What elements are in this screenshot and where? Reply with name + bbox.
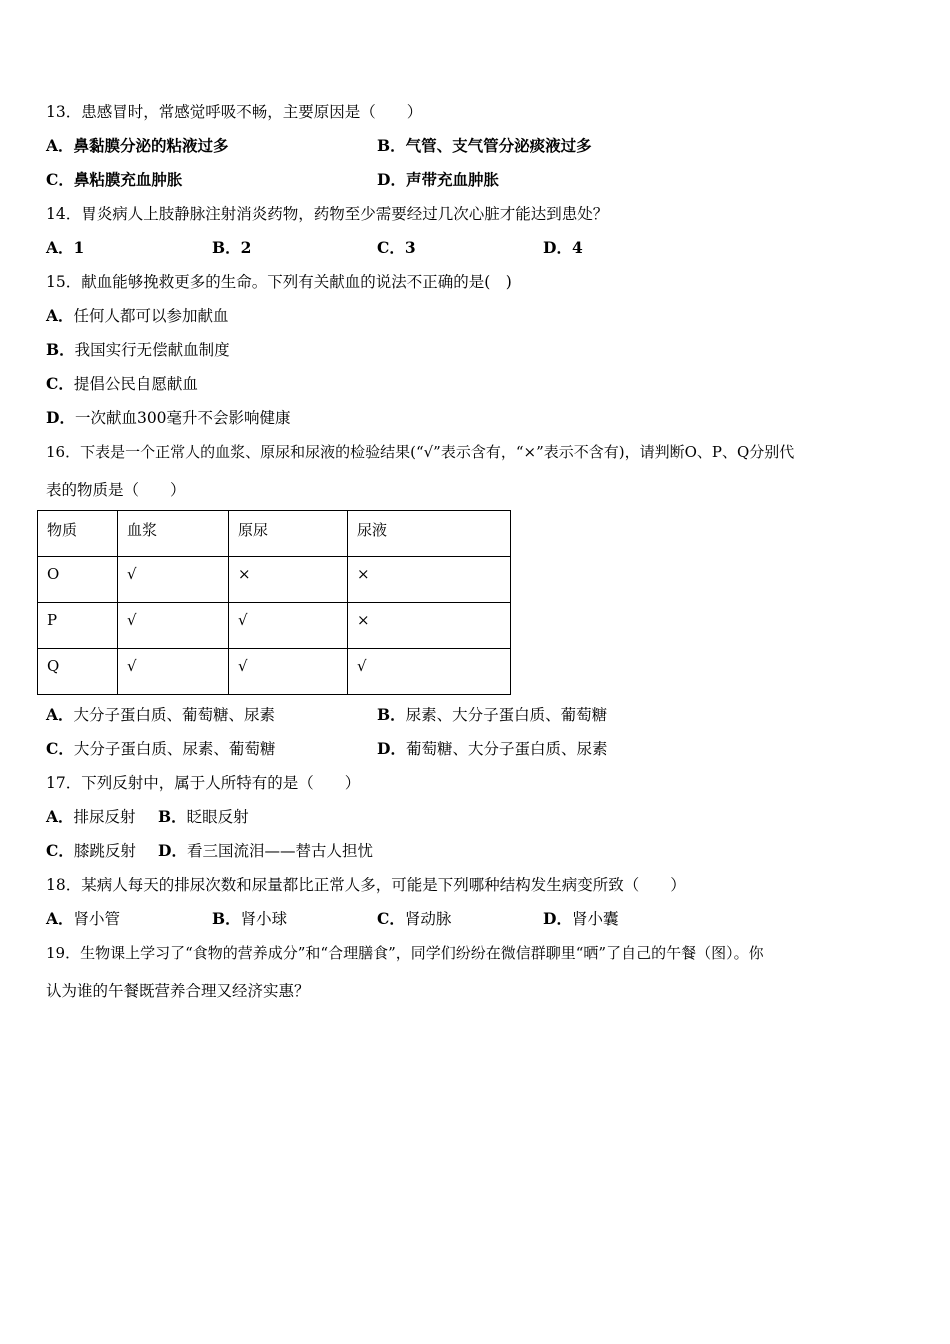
q17-stem: 17．下列反射中，属于人所特有的是（ ） — [46, 774, 361, 792]
table-cell: Q — [38, 649, 118, 695]
table-cell: √ — [229, 649, 348, 695]
q14-option-d[interactable]: D．4 — [543, 238, 583, 257]
table-cell: × — [348, 557, 511, 603]
q13-option-c[interactable]: C．鼻粘膜充血肿胀 — [46, 170, 183, 189]
table-row — [38, 649, 511, 695]
table-cell: × — [229, 557, 348, 603]
q16-option-a[interactable]: A．大分子蛋白质、葡萄糖、尿素 — [46, 705, 276, 724]
q14-option-b[interactable]: B．2 — [212, 238, 252, 257]
q16-option-b[interactable]: B．尿素、大分子蛋白质、葡萄糖 — [377, 705, 608, 724]
q17-option-b[interactable]: B．眨眼反射 — [158, 807, 249, 826]
q17-option-a[interactable]: A．排尿反射 — [46, 807, 136, 826]
table-header-row — [38, 511, 511, 557]
table-cell: √ — [348, 649, 511, 695]
q16-option-d[interactable]: D．葡萄糖、大分子蛋白质、尿素 — [377, 739, 608, 758]
q19-stem-line2: 认为谁的午餐既营养合理又经济实惠？ — [46, 982, 310, 1000]
table-header-cell: 尿液 — [348, 511, 511, 557]
q15-option-a[interactable]: A．任何人都可以参加献血 — [46, 306, 229, 325]
table-row — [38, 603, 511, 649]
q18-option-b[interactable]: B．肾小球 — [212, 909, 288, 928]
q18-option-c[interactable]: C．肾动脉 — [377, 909, 452, 928]
q16-stem-line2: 表的物质是（ ） — [46, 481, 186, 499]
q15-option-d[interactable]: D．一次献血300毫升不会影响健康 — [46, 408, 291, 427]
q19-stem-line1: 19．生物课上学习了“食物的营养成分”和“合理膳食”，同学们纷纷在微信群聊里“晒”了自己的午餐（图）。你 — [46, 944, 764, 962]
table-cell: O — [38, 557, 118, 603]
q15-option-b[interactable]: B．我国实行无偿献血制度 — [46, 340, 230, 359]
table-cell: √ — [229, 603, 348, 649]
q13-option-b[interactable]: B．气管、支气管分泌痰液过多 — [377, 136, 592, 155]
table-header-cell: 原尿 — [229, 511, 348, 557]
table-cell: × — [348, 603, 511, 649]
q13-stem: 13．患感冒时，常感觉呼吸不畅，主要原因是（ ） — [46, 103, 423, 121]
q15-option-c[interactable]: C．提倡公民自愿献血 — [46, 374, 198, 393]
q16-stem-line1: 16．下表是一个正常人的血浆、原尿和尿液的检验结果(“√”表示含有，“×”表示不含有)，请判断O、P、Q分别代 — [46, 443, 795, 461]
q13-option-d[interactable]: D．声带充血肿胀 — [377, 170, 499, 189]
table-cell: √ — [118, 557, 229, 603]
q17-option-d[interactable]: D．看三国流泪——替古人担忧 — [158, 841, 373, 860]
q18-option-d[interactable]: D．肾小囊 — [543, 909, 619, 928]
q17-option-c[interactable]: C．膝跳反射 — [46, 841, 136, 860]
table-cell: P — [38, 603, 118, 649]
q18-option-a[interactable]: A．肾小管 — [46, 909, 121, 928]
q15-stem: 15．献血能够挽救更多的生命。下列有关献血的说法不正确的是( ) — [46, 273, 512, 291]
q16-option-c[interactable]: C．大分子蛋白质、尿素、葡萄糖 — [46, 739, 276, 758]
q13-option-a[interactable]: A．鼻黏膜分泌的粘液过多 — [46, 136, 229, 155]
q14-option-a[interactable]: A．1 — [46, 238, 85, 257]
q18-stem: 18．某病人每天的排尿次数和尿量都比正常人多，可能是下列哪种结构发生病变所致（ ） — [46, 876, 686, 894]
q14-stem: 14．胃炎病人上肢静脉注射消炎药物，药物至少需要经过几次心脏才能达到患处？ — [46, 205, 609, 223]
table-header-cell: 物质 — [38, 511, 118, 557]
table-header-cell: 血浆 — [118, 511, 229, 557]
table-row — [38, 557, 511, 603]
table-cell: √ — [118, 649, 229, 695]
table-cell: √ — [118, 603, 229, 649]
q14-option-c[interactable]: C．3 — [377, 238, 416, 257]
q16-table — [37, 510, 511, 695]
